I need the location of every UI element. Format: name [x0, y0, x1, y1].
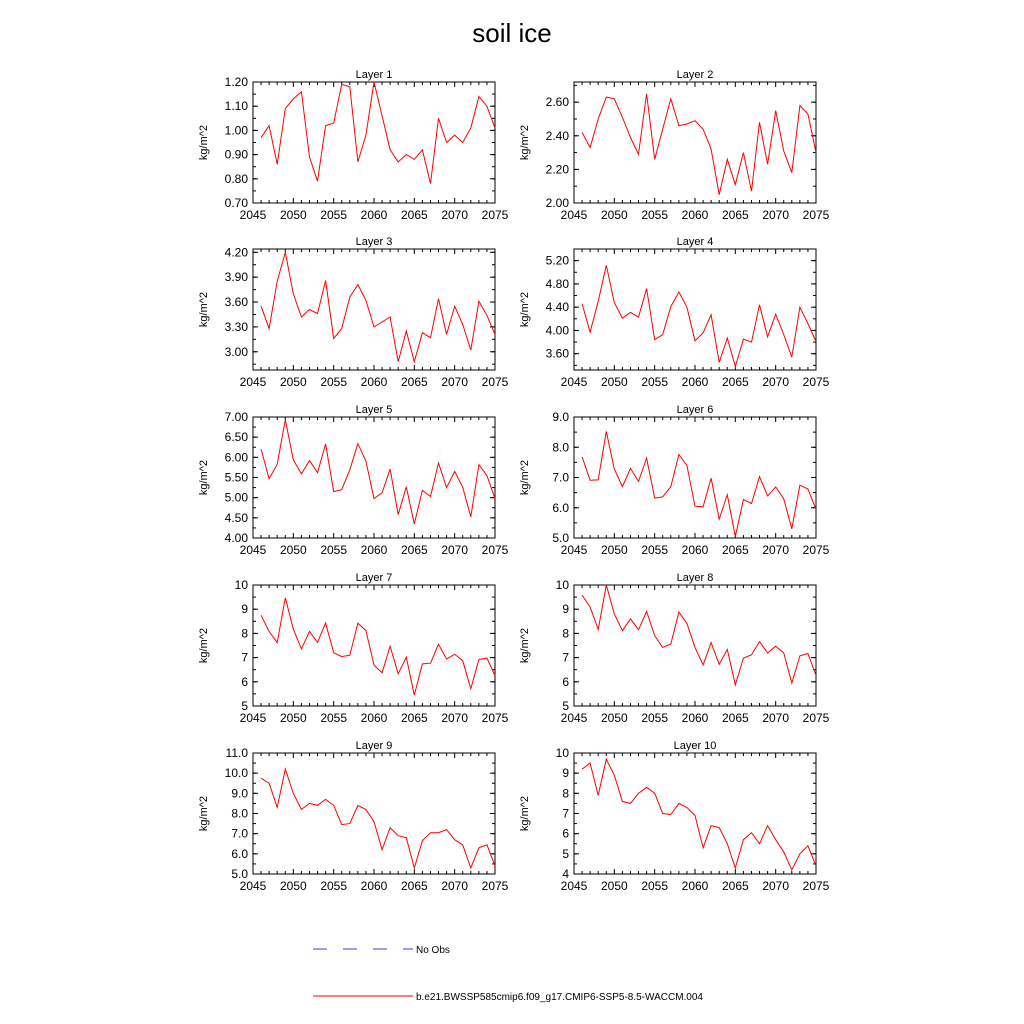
series-line-layer-9	[261, 769, 495, 868]
y-tick-label: 1.20	[224, 75, 248, 89]
panel-layer-1	[198, 69, 509, 222]
x-tick-label: 2075	[802, 375, 830, 389]
x-tick-label: 2065	[400, 879, 428, 893]
x-tick-label: 2055	[641, 879, 669, 893]
x-tick-label: 2045	[239, 711, 267, 725]
x-tick-label: 2070	[762, 375, 790, 389]
y-tick-label: 10	[555, 578, 569, 592]
x-tick-label: 2065	[721, 543, 749, 557]
y-tick-label: 1.10	[224, 99, 248, 114]
x-tick-label: 2065	[400, 543, 428, 557]
x-tick-label: 2060	[681, 208, 709, 222]
x-tick-label: 2060	[360, 208, 388, 222]
x-tick-label: 2070	[441, 711, 469, 725]
x-tick-label: 2065	[721, 879, 749, 893]
y-tick-label: 6	[562, 674, 569, 689]
x-tick-label: 2050	[279, 711, 307, 725]
x-tick-label: 2055	[320, 711, 348, 725]
plot-frame	[253, 753, 495, 874]
panel-layer-10	[519, 740, 830, 893]
y-axis-label: kg/m^2	[519, 459, 531, 496]
panel-title: Layer 4	[676, 236, 714, 248]
x-tick-label: 2045	[560, 543, 588, 557]
x-tick-label: 2065	[400, 208, 428, 222]
x-tick-label: 2070	[762, 543, 790, 557]
x-tick-label: 2050	[279, 543, 307, 557]
y-tick-label: 5.0	[552, 531, 569, 545]
y-tick-label: 7.0	[552, 470, 569, 485]
x-tick-label: 2065	[400, 375, 428, 389]
y-tick-label: 8.0	[552, 440, 569, 455]
y-tick-label: 7.0	[231, 826, 248, 841]
y-tick-label: 6.0	[552, 500, 569, 515]
y-tick-label: 7.00	[224, 410, 248, 424]
x-tick-label: 2070	[441, 208, 469, 222]
panel-layer-6	[519, 404, 830, 557]
plot-frame	[253, 417, 495, 538]
series-line-layer-4	[582, 265, 816, 366]
series-line-layer-2	[582, 94, 816, 195]
y-tick-label: 3.30	[224, 319, 248, 334]
y-tick-label: 5.20	[545, 253, 569, 268]
series-line-layer-10	[582, 759, 816, 870]
y-tick-label: 3.60	[545, 346, 569, 361]
x-tick-label: 2075	[481, 543, 509, 557]
plot-frame	[253, 249, 495, 370]
y-tick-label: 5	[562, 846, 569, 861]
series-line-layer-3	[261, 252, 495, 361]
y-tick-label: 3.60	[224, 295, 248, 310]
x-tick-label: 2055	[320, 543, 348, 557]
panel-title: Layer 2	[676, 69, 714, 81]
x-tick-label: 2060	[360, 543, 388, 557]
plot-frame	[574, 585, 816, 706]
y-tick-label: 8	[562, 626, 569, 641]
y-tick-label: 5	[241, 699, 248, 713]
y-tick-label: 2.60	[545, 95, 569, 110]
x-tick-label: 2055	[320, 879, 348, 893]
series-line-layer-5	[261, 420, 495, 524]
y-tick-label: 5.00	[224, 490, 248, 505]
panel-title: Layer 10	[673, 740, 717, 752]
y-tick-label: 8.0	[231, 806, 248, 821]
y-tick-label: 10	[234, 578, 248, 592]
panel-layer-9	[198, 740, 509, 893]
y-axis-label: kg/m^2	[198, 291, 210, 328]
x-tick-label: 2075	[481, 711, 509, 725]
x-tick-label: 2060	[681, 375, 709, 389]
x-tick-label: 2045	[560, 879, 588, 893]
panel-layer-3	[198, 236, 509, 389]
x-tick-label: 2065	[400, 711, 428, 725]
x-tick-label: 2055	[641, 711, 669, 725]
y-axis-label: kg/m^2	[519, 627, 531, 664]
y-tick-label: 10	[555, 746, 569, 760]
y-tick-label: 0.70	[224, 196, 248, 210]
series-line-layer-1	[261, 82, 495, 184]
x-tick-label: 2055	[320, 375, 348, 389]
panel-layer-2	[519, 69, 830, 222]
y-tick-label: 4.50	[224, 510, 248, 525]
x-tick-label: 2060	[360, 711, 388, 725]
plot-frame	[253, 585, 495, 706]
x-tick-label: 2075	[802, 543, 830, 557]
y-tick-label: 3.90	[224, 270, 248, 285]
series-line-layer-7	[261, 598, 495, 695]
x-tick-label: 2060	[681, 879, 709, 893]
x-tick-label: 2075	[802, 879, 830, 893]
panel-title: Layer 5	[355, 404, 393, 416]
y-tick-label: 9	[562, 602, 569, 617]
y-tick-label: 4.80	[545, 276, 569, 291]
x-tick-label: 2070	[441, 879, 469, 893]
x-tick-label: 2045	[239, 208, 267, 222]
x-tick-label: 2055	[320, 208, 348, 222]
y-tick-label: 2.00	[545, 196, 569, 210]
y-tick-label: 0.80	[224, 171, 248, 186]
x-tick-label: 2060	[360, 375, 388, 389]
y-axis-label: kg/m^2	[198, 459, 210, 496]
y-axis-label: kg/m^2	[198, 124, 210, 161]
legend-label-no-obs: No Obs	[416, 945, 450, 956]
x-tick-label: 2075	[481, 208, 509, 222]
y-tick-label: 6.0	[231, 846, 248, 861]
y-axis-label: kg/m^2	[198, 627, 210, 664]
y-tick-label: 5.50	[224, 470, 248, 485]
plot-frame	[574, 249, 816, 370]
y-tick-label: 6	[241, 674, 248, 689]
x-tick-label: 2075	[481, 375, 509, 389]
x-tick-label: 2070	[762, 208, 790, 222]
panel-title: Layer 6	[676, 404, 714, 416]
panel-title: Layer 9	[355, 740, 393, 752]
y-tick-label: 1.00	[224, 123, 248, 138]
y-axis-label: kg/m^2	[519, 291, 531, 328]
panel-layer-4	[519, 236, 830, 389]
y-axis-label: kg/m^2	[519, 795, 531, 832]
y-axis-label: kg/m^2	[198, 795, 210, 832]
y-tick-label: 10.0	[224, 766, 248, 781]
y-tick-label: 4.00	[545, 323, 569, 338]
figure-title: soil ice	[472, 18, 552, 48]
x-tick-label: 2065	[721, 208, 749, 222]
x-tick-label: 2075	[802, 208, 830, 222]
x-tick-label: 2050	[600, 711, 628, 725]
panel-layer-8	[519, 572, 830, 725]
y-tick-label: 9.0	[552, 410, 569, 424]
x-tick-label: 2070	[441, 375, 469, 389]
x-tick-label: 2060	[681, 543, 709, 557]
x-tick-label: 2060	[681, 711, 709, 725]
y-tick-label: 7	[562, 806, 569, 821]
x-tick-label: 2050	[600, 375, 628, 389]
x-tick-label: 2050	[600, 879, 628, 893]
plot-frame	[574, 417, 816, 538]
y-tick-label: 6.00	[224, 450, 248, 465]
y-tick-label: 3.00	[224, 344, 248, 359]
x-tick-label: 2045	[560, 208, 588, 222]
x-tick-label: 2070	[762, 879, 790, 893]
panel-title: Layer 3	[355, 236, 393, 248]
x-tick-label: 2075	[481, 879, 509, 893]
x-tick-label: 2050	[279, 375, 307, 389]
y-tick-label: 5.0	[231, 867, 248, 881]
y-tick-label: 6.50	[224, 430, 248, 445]
x-tick-label: 2070	[762, 711, 790, 725]
legend	[313, 945, 703, 1003]
y-tick-label: 9.0	[231, 786, 248, 801]
x-tick-label: 2055	[641, 208, 669, 222]
x-tick-label: 2070	[441, 543, 469, 557]
x-tick-label: 2045	[560, 375, 588, 389]
x-tick-label: 2065	[721, 711, 749, 725]
y-tick-label: 9	[241, 602, 248, 617]
plot-frame	[574, 82, 816, 203]
y-tick-label: 11.0	[225, 746, 248, 760]
panel-layer-7	[198, 572, 509, 725]
y-tick-label: 7	[562, 650, 569, 665]
plot-frame	[574, 753, 816, 874]
panel-layer-5	[198, 404, 509, 557]
x-tick-label: 2065	[721, 375, 749, 389]
plot-frame	[253, 82, 495, 203]
x-tick-label: 2075	[802, 711, 830, 725]
y-tick-label: 8	[241, 626, 248, 641]
x-tick-label: 2050	[279, 208, 307, 222]
y-tick-label: 4.20	[224, 245, 248, 260]
y-tick-label: 2.20	[545, 162, 569, 177]
y-tick-label: 4.40	[545, 300, 569, 315]
panel-title: Layer 7	[355, 572, 393, 584]
panel-title: Layer 8	[676, 572, 714, 584]
x-tick-label: 2050	[600, 543, 628, 557]
y-tick-label: 2.40	[545, 128, 569, 143]
x-tick-label: 2045	[239, 375, 267, 389]
x-tick-label: 2045	[560, 711, 588, 725]
y-tick-label: 0.90	[224, 147, 248, 162]
x-tick-label: 2045	[239, 543, 267, 557]
y-tick-label: 5	[562, 699, 569, 713]
y-tick-label: 6	[562, 826, 569, 841]
x-tick-label: 2055	[641, 375, 669, 389]
y-tick-label: 9	[562, 766, 569, 781]
x-tick-label: 2050	[279, 879, 307, 893]
x-tick-label: 2055	[641, 543, 669, 557]
y-axis-label: kg/m^2	[519, 124, 531, 161]
x-tick-label: 2050	[600, 208, 628, 222]
y-tick-label: 4.00	[224, 531, 248, 545]
panel-grid	[198, 69, 830, 893]
y-tick-label: 4	[562, 867, 569, 881]
series-line-layer-6	[582, 432, 816, 537]
legend-label-model: b.e21.BWSSP585cmip6.f09_g17.CMIP6-SSP5-8.5-WACCM.004	[416, 992, 703, 1003]
x-tick-label: 2060	[360, 879, 388, 893]
panel-title: Layer 1	[355, 69, 393, 81]
x-tick-label: 2045	[239, 879, 267, 893]
y-tick-label: 8	[562, 786, 569, 801]
series-line-layer-8	[582, 585, 816, 685]
y-tick-label: 7	[241, 650, 248, 665]
